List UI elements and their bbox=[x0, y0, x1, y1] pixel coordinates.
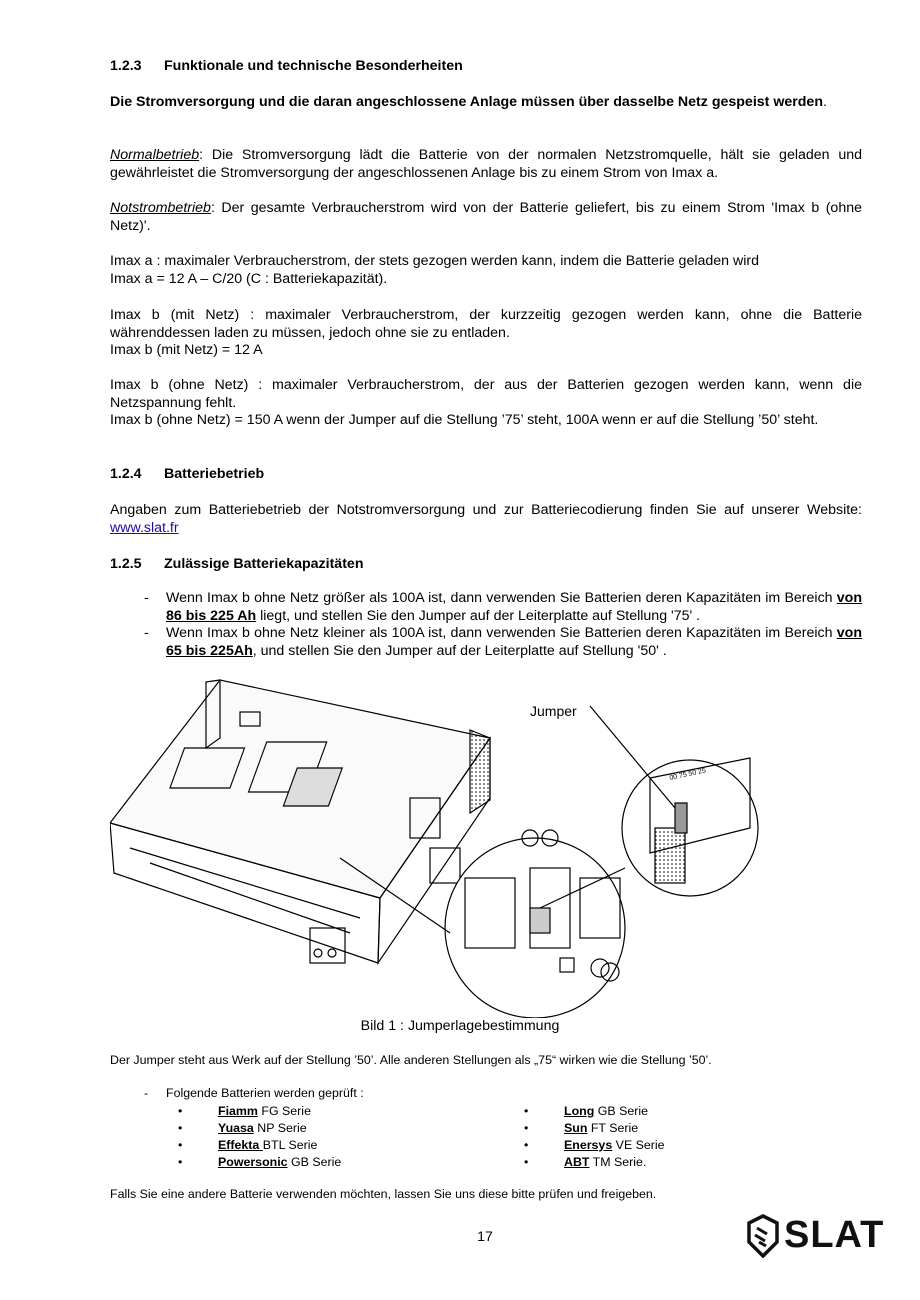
imax-a-paragraph bbox=[110, 253, 862, 288]
brand: Yuasa bbox=[218, 1121, 254, 1135]
text: Wenn Imax b ohne Netz größer als 100A ist, dann verwenden Sie Batterien deren Kapazitäten im Bereich bbox=[166, 590, 837, 606]
text: Angaben zum Batteriebetrieb der Notstromversorgung und zur Batteriecodierung finden Sie auf unserer Website: bbox=[110, 502, 862, 518]
brand: Fiamm bbox=[218, 1104, 258, 1118]
text-line: Imax b (mit Netz) = 12 A bbox=[110, 342, 263, 358]
bullet: • bbox=[524, 1104, 529, 1118]
series: FT Serie bbox=[587, 1121, 639, 1135]
slat-logo bbox=[746, 1214, 884, 1258]
list-item bbox=[524, 1137, 665, 1154]
series: FG Serie bbox=[257, 1104, 311, 1118]
power-network-note bbox=[110, 94, 862, 112]
figure-caption: Bild 1 : Jumperlagebestimmung bbox=[360, 1018, 560, 1034]
imax-b-ohne-paragraph bbox=[110, 377, 862, 430]
list-item bbox=[178, 1103, 341, 1120]
section-heading-1-2-5 bbox=[110, 556, 862, 574]
list-intro: Folgende Batterien werden geprüft : bbox=[166, 1086, 364, 1100]
bullet: • bbox=[178, 1155, 183, 1169]
section-number: 1.2.3 bbox=[110, 58, 142, 74]
list-item bbox=[178, 1154, 341, 1171]
period: . bbox=[823, 94, 827, 110]
shield-icon bbox=[746, 1214, 780, 1258]
bold-statement: Die Stromversorgung und die daran angeschlossene Anlage müssen über dasselbe Netz gespeist werden bbox=[110, 94, 823, 110]
list-item bbox=[524, 1103, 665, 1120]
factory-setting-note: Der Jumper steht aus Werk auf der Stellung ’50’. Alle anderen Stellungen als „75“ wirken wie die Stellung ’50’. bbox=[110, 1053, 712, 1067]
section-title: Zulässige Batteriekapazitäten bbox=[164, 556, 364, 572]
tested-batteries bbox=[110, 1085, 862, 1175]
jumper-location-figure bbox=[110, 678, 870, 1018]
definition: : Die Stromversorgung lädt die Batterie von der normalen Netzstromquelle, hält sie geladen und gewährleistet die Stromversorgung der angeschlossenen Anlage bis zu einem Strom von Imax a. bbox=[110, 147, 862, 181]
logo-text: SLAT bbox=[784, 1214, 885, 1257]
text: Wenn Imax b ohne Netz kleiner als 100A ist, dann verwenden Sie Batterien deren Kapazitäten im Bereich bbox=[166, 625, 837, 641]
list-item bbox=[110, 590, 862, 625]
text-line: Imax a = 12 A – C/20 (C : Batteriekapazität). bbox=[110, 270, 388, 287]
list-item bbox=[110, 625, 862, 660]
series: VE Serie bbox=[612, 1138, 665, 1152]
series: GB Serie bbox=[594, 1104, 648, 1118]
dash: - bbox=[144, 1086, 149, 1100]
emergency-operation-paragraph bbox=[110, 200, 862, 235]
section-heading-1-2-4 bbox=[110, 466, 862, 484]
page-number: 17 bbox=[477, 1229, 493, 1245]
list-item bbox=[524, 1154, 665, 1171]
section-number: 1.2.5 bbox=[110, 556, 142, 572]
section-title: Batteriebetrieb bbox=[164, 466, 265, 482]
text-line: Imax b (ohne Netz) = 150 A wenn der Jumper auf die Stellung ’75’ steht, 100A wenn er auf die Stellung ’50’ steht. bbox=[110, 412, 819, 428]
bullet: • bbox=[524, 1138, 529, 1152]
text-line: Imax b (mit Netz) : maximaler Verbraucherstrom, der kurzzeitig gezogen werden kann, ohne die Batterie währenddessen laden zu müssen, jedoch ohne sie zu entladen. bbox=[110, 307, 862, 341]
brand: Effekta bbox=[218, 1138, 263, 1152]
capacity-range: von 86 bis 225 Ah bbox=[166, 590, 862, 624]
jumper-position-marks: 00 75 50 25 bbox=[668, 767, 707, 782]
battery-list-left bbox=[178, 1103, 341, 1171]
website-link[interactable]: www.slat.fr bbox=[110, 519, 179, 536]
bullet: • bbox=[524, 1121, 529, 1135]
text-line: Imax b (ohne Netz) : maximaler Verbraucherstrom, der aus der Batterien gezogen werden kann, wenn die Netzspannung fehlt. bbox=[110, 377, 862, 411]
definition: : Der gesamte Verbraucherstrom wird von der Batterie geliefert, bis zu einem Strom 'Imax b (ohne Netz)'. bbox=[110, 200, 862, 234]
series: NP Serie bbox=[253, 1121, 307, 1135]
brand: Powersonic bbox=[218, 1155, 288, 1169]
series: GB Serie bbox=[287, 1155, 342, 1169]
brand: ABT bbox=[564, 1155, 590, 1169]
bullet: • bbox=[178, 1138, 183, 1152]
brand: Sun bbox=[564, 1121, 588, 1135]
brand: Enersys bbox=[564, 1138, 613, 1152]
battery-list-right bbox=[524, 1103, 665, 1171]
section-number: 1.2.4 bbox=[110, 466, 142, 482]
imax-b-mit-paragraph bbox=[110, 307, 862, 360]
dash: - bbox=[144, 625, 149, 641]
term: Normalbetrieb bbox=[110, 147, 200, 163]
text-line: Imax a : maximaler Verbraucherstrom, der stets gezogen werden kann, indem die Batterie geladen wird bbox=[110, 253, 760, 269]
dash: - bbox=[144, 590, 149, 606]
normal-operation-paragraph bbox=[110, 147, 862, 182]
device-chassis-drawing bbox=[110, 680, 490, 963]
section-heading-1-2-3 bbox=[110, 58, 862, 76]
series: BTL Serie bbox=[262, 1138, 318, 1152]
jumper-label: Jumper bbox=[530, 703, 577, 719]
list-item bbox=[524, 1120, 665, 1137]
closing-note: Falls Sie eine andere Batterie verwenden möchten, lassen Sie uns diese bitte prüfen und freigeben. bbox=[110, 1187, 657, 1201]
series: TM Serie. bbox=[589, 1155, 647, 1169]
bullet: • bbox=[178, 1104, 183, 1118]
bullet: • bbox=[178, 1121, 183, 1135]
text: liegt, und stellen Sie den Jumper auf der Leiterplatte auf Stellung '75' . bbox=[256, 607, 701, 624]
bullet: • bbox=[524, 1155, 529, 1169]
section-title: Funktionale und technische Besonderheiten bbox=[164, 58, 463, 74]
text: , und stellen Sie den Jumper auf der Leiterplatte auf Stellung '50' . bbox=[252, 642, 667, 659]
list-item bbox=[178, 1137, 341, 1154]
list-item bbox=[178, 1120, 341, 1137]
term: Notstrombetrieb bbox=[110, 200, 211, 216]
capacity-list bbox=[110, 590, 862, 660]
brand: Long bbox=[564, 1104, 595, 1118]
battery-operation-paragraph bbox=[110, 502, 862, 537]
capacity-range: von 65 bis 225Ah bbox=[166, 625, 862, 659]
